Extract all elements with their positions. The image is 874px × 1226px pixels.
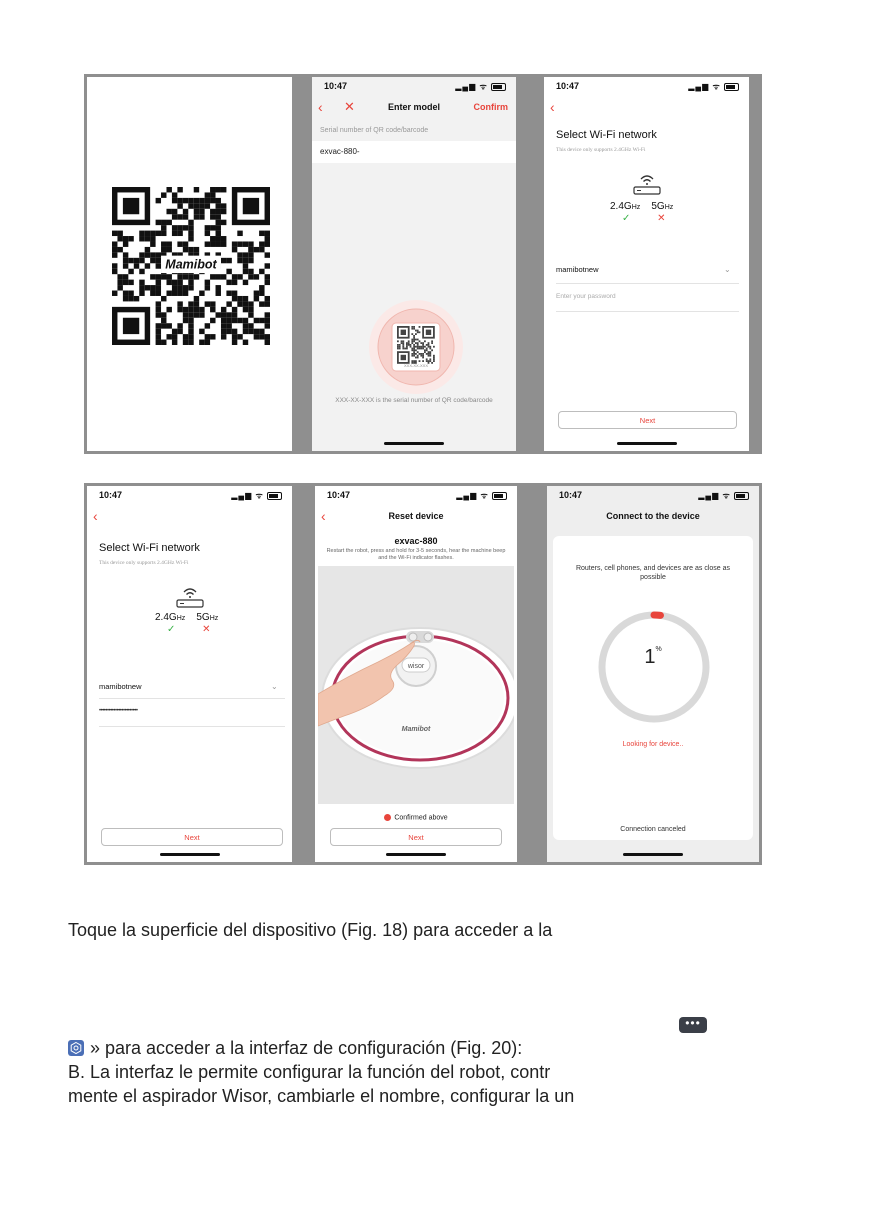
robot-brand-label: Mamibot (401, 726, 431, 733)
instruction-line-4: mente el aspirador Wisor, cambiarle el nombre, configurar la un (68, 1086, 575, 1106)
back-chevron-icon[interactable]: ‹ (318, 99, 323, 115)
status-time: 10:47 (559, 490, 583, 500)
progress-value: 1 (644, 646, 656, 668)
router-icon (632, 171, 662, 197)
password-input[interactable]: Enter your password (556, 293, 616, 300)
back-chevron-icon[interactable]: ‹ (550, 99, 555, 115)
band-24-label: 2.4G (610, 201, 632, 212)
check-icon: ✓ (167, 624, 176, 635)
chevron-down-icon[interactable]: ⌄ (271, 682, 278, 691)
nav-bar (312, 97, 516, 121)
wifi-title: Select Wi-Fi network (556, 129, 657, 141)
divider (99, 726, 285, 727)
scanner-caption: XXX-XX-XXX (403, 363, 429, 368)
wifi-network-name[interactable]: mamibotnew (556, 265, 599, 274)
connection-canceled-link[interactable]: Connection canceled (620, 826, 686, 833)
band-24-label: 2.4G (155, 612, 177, 623)
confirmed-checkbox[interactable] (315, 814, 517, 821)
settings-gear-icon (68, 1040, 84, 1056)
connect-device-screen (547, 486, 759, 862)
instruction-line-1: Toque la superficie del dispositivo (Fig. 18) para acceder a la (68, 920, 553, 940)
nav-bar (315, 506, 517, 530)
signal-wifi-battery-icon: ▂▄▆ ᯤ (231, 490, 282, 501)
instruction-line-3: B. La interfaz le permite configurar la función del robot, contr (68, 1062, 551, 1082)
back-chevron-icon[interactable]: ‹ (321, 508, 326, 524)
cross-icon: ✕ (202, 624, 211, 635)
status-time: 10:47 (327, 490, 351, 500)
nav-title: Connect to the device (606, 511, 700, 521)
home-indicator (160, 853, 220, 856)
nav-bar (87, 506, 292, 530)
screenshot-frame-top (84, 74, 762, 454)
wifi-network-name[interactable]: mamibotnew (99, 682, 142, 691)
signal-wifi-battery-icon: ▂▄▆ ᯤ (455, 81, 506, 92)
home-indicator (617, 442, 677, 445)
next-button[interactable]: Next (558, 411, 737, 429)
home-indicator (386, 853, 446, 856)
connect-card (553, 536, 753, 840)
chevron-down-icon[interactable]: ⌄ (724, 265, 731, 274)
nav-title: Enter model (387, 102, 440, 112)
nav-bar (544, 97, 749, 121)
serial-input[interactable] (312, 141, 516, 163)
progress-percent (553, 646, 753, 669)
back-chevron-icon[interactable]: ‹ (93, 508, 98, 524)
serial-input-value: exvac-880- (320, 147, 360, 156)
status-bar (99, 490, 282, 504)
qr-code-image (112, 187, 270, 345)
qr-scanner-icon (368, 299, 464, 395)
robot-photo (318, 566, 514, 804)
next-button[interactable]: Next (330, 828, 502, 846)
band-labels: 2.4GHz 5GHz (610, 201, 674, 212)
status-bar (324, 81, 506, 95)
progress-unit: % (655, 646, 662, 653)
status-time: 10:47 (324, 81, 348, 91)
proximity-message: Routers, cell phones, and devices are as close as possible (575, 565, 731, 582)
confirm-button[interactable]: Confirm (473, 102, 508, 112)
confirmed-label: Confirmed above (394, 814, 448, 822)
signal-wifi-battery-icon: ▂▄▆ ᯤ (456, 490, 507, 501)
device-model: exvac-880 (394, 536, 438, 546)
nav-bar (547, 506, 759, 530)
close-icon[interactable]: ✕ (344, 99, 355, 114)
screenshot-frame-bottom (84, 483, 762, 865)
next-button[interactable]: Next (101, 828, 283, 846)
wifi-subtitle: This device only supports 2.4GHz Wi-Fi (556, 147, 646, 153)
instruction-line-2: » para acceder a la interfaz de configuración (Fig. 20): (90, 1038, 523, 1058)
select-wifi-screen (544, 77, 749, 451)
radio-selected-icon (384, 814, 391, 821)
divider (99, 698, 285, 699)
searching-status: Looking for device.. (622, 741, 684, 748)
select-wifi-filled-screen (87, 486, 292, 862)
band-5-label: 5G (651, 201, 665, 212)
status-bar (559, 490, 749, 504)
serial-hint-text: XXX-XX-XXX is the serial number of QR code/barcode (335, 397, 493, 404)
status-bar (556, 81, 739, 95)
qr-code-panel (87, 77, 292, 451)
enter-model-screen (312, 77, 516, 451)
wifi-title: Select Wi-Fi network (99, 542, 200, 554)
nav-title: Reset device (388, 511, 444, 521)
qr-brand-label: Mamibot (165, 257, 217, 272)
status-bar (327, 490, 507, 504)
cross-icon: ✕ (657, 213, 666, 224)
signal-wifi-battery-icon: ▂▄▆ ᯤ (698, 490, 749, 501)
serial-field-label: Serial number of QR code/barcode (320, 127, 429, 134)
divider (556, 283, 739, 284)
status-time: 10:47 (556, 81, 580, 91)
band-support-marks (622, 213, 666, 224)
robot-illustration (318, 566, 514, 804)
divider (556, 311, 739, 312)
band-labels: 2.4GHz 5GHz (155, 612, 219, 623)
reset-device-screen (315, 486, 517, 862)
band-5-label: 5G (196, 612, 210, 623)
check-icon: ✓ (622, 213, 631, 224)
signal-wifi-battery-icon: ▂▄▆ ᯤ (688, 81, 739, 92)
router-icon (175, 584, 205, 610)
band-support-marks (167, 624, 211, 635)
home-indicator (384, 442, 444, 445)
status-time: 10:47 (99, 490, 123, 500)
home-indicator (623, 853, 683, 856)
more-dots-icon: ••• (679, 1017, 707, 1033)
wifi-subtitle: This device only supports 2.4GHz Wi-Fi (99, 560, 189, 566)
reset-instructions: Restart the robot, press and hold for 3-5 seconds, hear the machine beep and the Wi-Fi indicator flashes. (326, 548, 506, 562)
password-input[interactable]: •••••••••••••••••••••••• (99, 708, 138, 714)
robot-button-label: wisor (407, 663, 425, 670)
